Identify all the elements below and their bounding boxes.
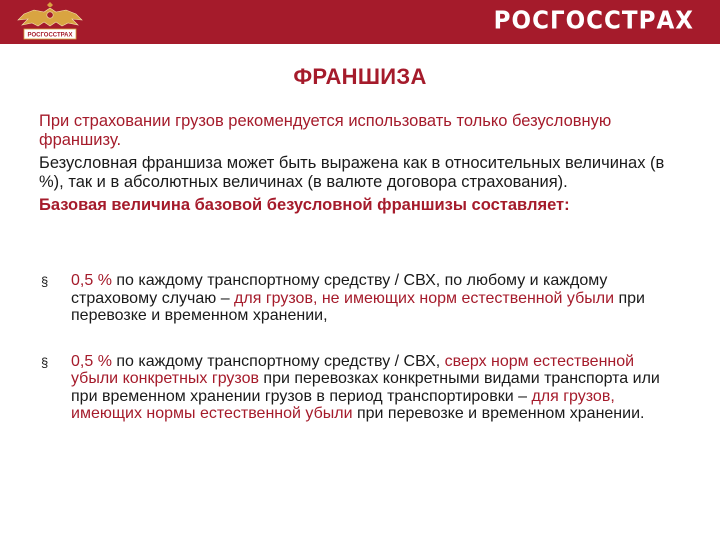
bullet-fragment: 0,5 % — [71, 352, 112, 370]
bullet-fragment: 0,5 % — [71, 272, 112, 289]
list-item — [39, 353, 679, 423]
bullet-fragment: для грузов, имеющих нормы естественной убыли — [71, 387, 615, 422]
bullet-fragment: по каждому транспортному средству / СВХ, — [111, 352, 445, 370]
page-title: ФРАНШИЗА — [293, 64, 427, 89]
bullet-marker: § — [41, 274, 49, 289]
bullet-text — [71, 353, 679, 423]
bullet-fragment: при перевозке и временном хранении. — [352, 405, 645, 422]
bullet-text — [71, 272, 679, 325]
bullet-fragment: сверх норм естественной убыли конкретных грузов — [71, 352, 635, 387]
bullet-list — [39, 272, 679, 451]
bullet-fragment: при перевозке и временном хранении, — [71, 289, 645, 324]
bullet-fragment: для грузов, не имеющих норм естественной убыли — [234, 289, 615, 307]
eagle-emblem-icon — [14, 2, 86, 42]
paragraph-definition: Безусловная франшиза может быть выражена как в относительных величинах (в %), так и в абсолютных величинах (в валюте договора страхования). — [39, 154, 665, 191]
bullet-fragment: при перевозках конкретными видами транспорта или при временном хранении грузов в период транспортировки – — [71, 370, 660, 405]
bullet-marker: § — [41, 354, 49, 370]
paragraph-recommendation: При страховании грузов рекомендуется использовать только безусловную франшизу. — [39, 112, 612, 149]
bullet-fragment: по каждому транспортному средству / СВХ, по любому и каждому страховому случаю – — [71, 272, 608, 307]
paragraph-base-value: Базовая величина базовой безусловной франшизы составляет: — [39, 196, 570, 214]
emblem-label: РОСГОССТРАХ — [27, 32, 73, 39]
header-bar — [0, 0, 720, 44]
brand-logo-text: РОСГОССТРАХ — [493, 6, 694, 36]
list-item — [39, 272, 679, 325]
intro-text — [39, 112, 679, 219]
